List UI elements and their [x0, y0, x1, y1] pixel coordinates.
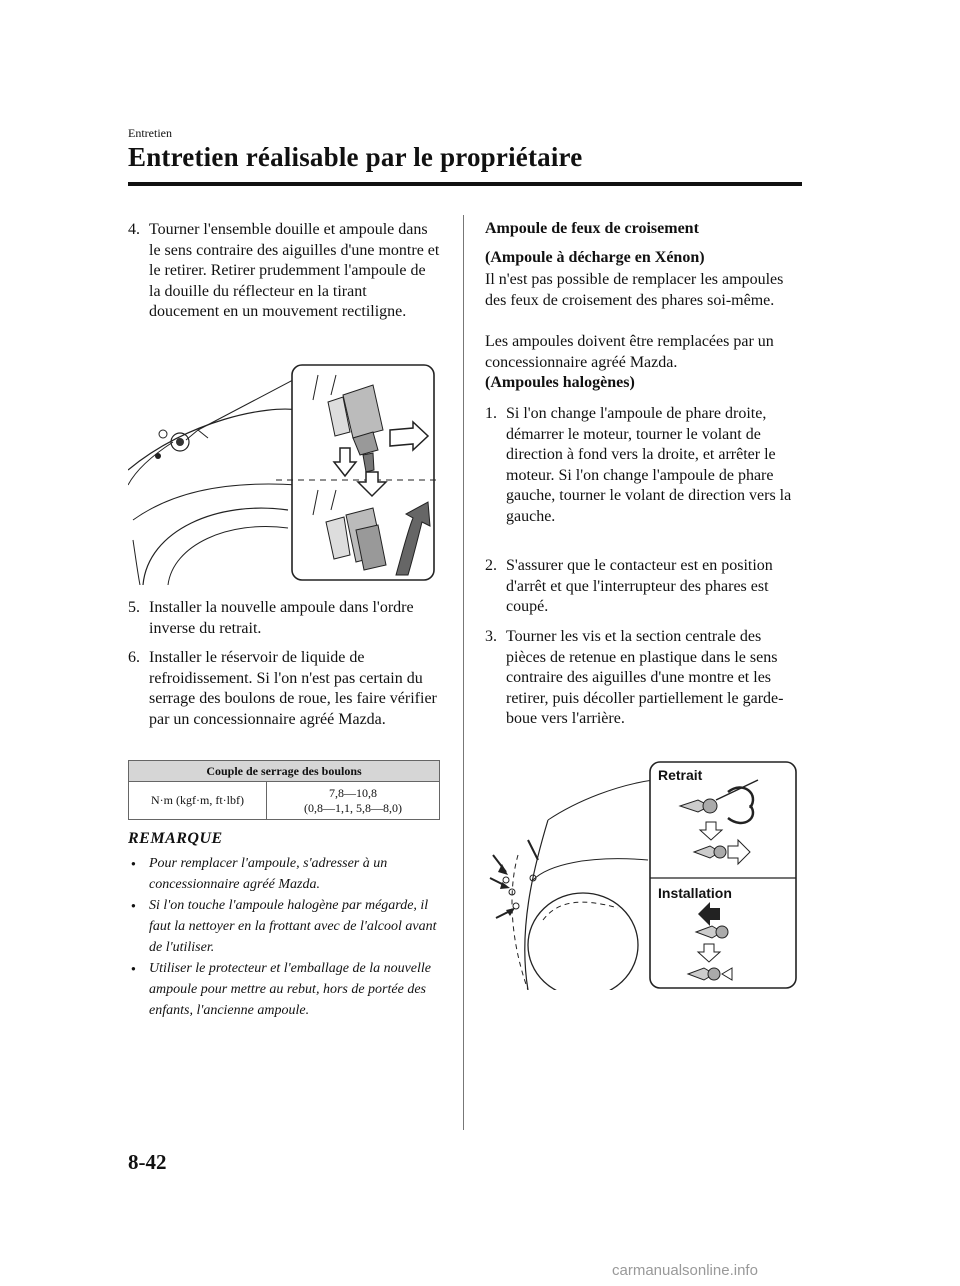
- page-title: Entretien réalisable par le propriétaire: [128, 142, 583, 172]
- halogen-heading: (Ampoules halogènes): [485, 374, 635, 391]
- step-text: Si l'on change l'ampoule de phare droite, démarrer le moteur, tourner le volant de direction à fond vers la droite, et arrêter le moteur. Si l'on change l'ampoule de phare gauche, tourner le volant de direction vers la gauche.: [506, 405, 792, 525]
- step-number: 4.: [128, 221, 140, 238]
- xenon-text: Il n'est pas possible de remplacer les ampoules des feux de croisement des phares soi-même.: [485, 271, 784, 309]
- step-number: 5.: [128, 599, 140, 616]
- step-text: Installer la nouvelle ampoule dans l'ordre inverse du retrait.: [149, 599, 414, 637]
- note-item: ● Pour remplacer l'ampoule, s'adresser à un concessionnaire agréé Mazda.: [128, 853, 440, 895]
- section-label: Entretien: [128, 126, 172, 140]
- step-4: [128, 220, 440, 323]
- step-text: Tourner les vis et la section centrale des pièces de retenue en plastique dans le sens contraire des aiguilles d'une montre et les retirer, puis décoller partiellement le garde-boue vers l'arrière.: [506, 628, 784, 728]
- step-3: [485, 627, 803, 730]
- column-divider: [463, 215, 464, 1130]
- note-item: ● Si l'on touche l'ampoule halogène par mégarde, il faut la nettoyer en la frottant avec de l'alcool avant de l'utiliser.: [128, 895, 440, 958]
- figure-label-install: Installation: [658, 885, 732, 901]
- torque-value-line2: (0,8―1,1, 5,8―8,0): [304, 800, 402, 815]
- step-2: [485, 556, 803, 618]
- step-text: Installer le réservoir de liquide de refroidissement. Si l'on n'est pas certain du serrage des boulons de roue, les faire vérifier par un concessionnaire agréé Mazda.: [149, 649, 437, 728]
- step-number: 3.: [485, 628, 497, 645]
- step-6: [128, 648, 442, 730]
- note-item: ● Utiliser le protecteur et l'emballage de la nouvelle ampoule pour mettre au rebut, hors de portée des enfants, l'ancienne ampoule.: [128, 958, 440, 1021]
- step-5: [128, 598, 440, 639]
- xenon-text-2: Les ampoules doivent être remplacées par un concessionnaire agréé Mazda.: [485, 333, 774, 371]
- step-text: S'assurer que le contacteur est en position d'arrêt et que l'interrupteur des phares est coupé.: [506, 557, 773, 616]
- bulb-removal-figure: [128, 360, 440, 585]
- remarque-title: REMARQUE: [128, 830, 223, 847]
- torque-value-line1: 7,8―10,8: [329, 785, 377, 800]
- step-text: Tourner l'ensemble douille et ampoule dans le sens contraire des aiguilles d'une montre et le retirer. Retirer prudemment l'ampoule de la douille du réflecteur en la tirant doucement en un mouvement rectiligne.: [149, 221, 440, 321]
- xenon-heading: (Ampoule à décharge en Xénon): [485, 249, 705, 266]
- watermark: carmanualsonline.info: [612, 1262, 758, 1279]
- title-rule: [128, 182, 802, 186]
- figure-label-remove: Retrait: [658, 767, 703, 783]
- page-number: 8-42: [128, 1150, 167, 1174]
- step-number: 2.: [485, 557, 497, 574]
- remarque-notes: [128, 853, 440, 1021]
- torque-value-cell: [267, 782, 440, 820]
- step-number: 6.: [128, 649, 140, 666]
- lowbeam-heading: Ampoule de feux de croisement: [485, 220, 699, 237]
- step-number: 1.: [485, 405, 497, 422]
- step-1: [485, 404, 803, 528]
- torque-table-header: Couple de serrage des boulons: [129, 761, 440, 782]
- fender-clip-figure: [488, 760, 798, 990]
- torque-unit-cell: N·m (kgf·m, ft·lbf): [129, 782, 267, 820]
- torque-table: [128, 760, 440, 820]
